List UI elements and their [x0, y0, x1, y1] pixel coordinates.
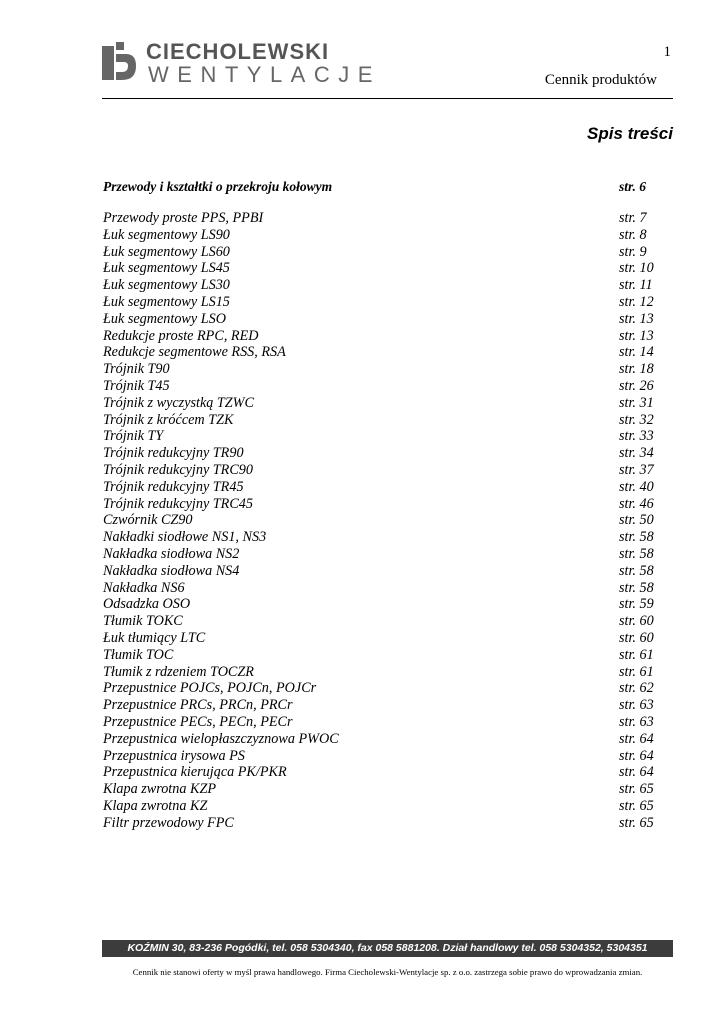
- toc-entry: [103, 748, 658, 765]
- toc-entry-page: str. 59: [619, 596, 654, 613]
- footer-disclaimer: Cennik nie stanowi oferty w myśl prawa handlowego. Firma Ciecholewski-Wentylacje sp. z o.o. zastrzega sobie prawo do wprowadzania zmian.: [132, 967, 643, 977]
- toc-entry: [103, 512, 658, 529]
- toc-entry: [103, 546, 658, 563]
- toc-entry-page: str. 18: [619, 361, 654, 378]
- toc-entry: [103, 697, 658, 714]
- toc-entry: [103, 529, 658, 546]
- toc-entry-title: Nakładka siodłowa NS2: [103, 546, 240, 562]
- toc-entry: [103, 479, 658, 496]
- toc-entry-title: Trójnik TY: [103, 428, 164, 445]
- toc-entry-title: Łuk tłumiący LTC: [103, 630, 206, 646]
- toc-entry-title: Łuk segmentowy LS60: [103, 243, 230, 260]
- toc-entry: [103, 714, 658, 731]
- toc-entry: [103, 462, 658, 479]
- toc-entry: [103, 781, 658, 798]
- toc-entry-page: str. 13: [619, 310, 654, 327]
- toc-entry-title: Trójnik redukcyjny TR45: [103, 478, 244, 495]
- toc-entry-page: str. 37: [619, 462, 654, 478]
- toc-entry: [103, 596, 658, 613]
- toc-entry-page: str. 58: [619, 529, 654, 546]
- toc-main-page: str. 6: [619, 179, 647, 194]
- toc-entry: [103, 244, 658, 261]
- toc-entry-title: Filtr przewodowy FPC: [103, 814, 234, 831]
- toc-entry-page: str. 65: [619, 814, 654, 831]
- toc-entry-title: Tłumik z rdzeniem TOCZR: [103, 663, 254, 680]
- toc-entry-title: Czwórnik CZ90: [103, 512, 193, 529]
- toc-entry-title: Przewody proste PPS, PPBI: [103, 210, 264, 226]
- toc-entry-title: Przepustnice PRCs, PRCn, PRCr: [103, 697, 293, 714]
- toc-entry-title: Trójnik z króćcem TZK: [103, 411, 234, 428]
- toc-entry: [103, 664, 658, 681]
- toc-entry-title: Nakładki siodłowe NS1, NS3: [103, 529, 267, 546]
- toc-entry: [103, 294, 658, 311]
- toc-entry: [103, 798, 658, 815]
- toc-entry-page: str. 60: [619, 630, 654, 646]
- company-logo-mark-icon: [102, 42, 138, 82]
- toc-entry: [103, 412, 658, 429]
- toc-entry-title: Trójnik redukcyjny TRC90: [103, 462, 253, 478]
- toc-heading: Spis treści: [587, 124, 673, 143]
- toc-entry-page: str. 61: [619, 663, 654, 680]
- toc-entry-page: str. 61: [619, 646, 654, 663]
- toc-entry-title: Trójnik redukcyjny TR90: [103, 445, 244, 462]
- toc-entry-page: str. 58: [619, 562, 654, 579]
- toc-entry-page: str. 11: [619, 277, 653, 294]
- toc-entry: [103, 563, 658, 580]
- toc-entry-title: Przepustnica irysowa PS: [103, 747, 245, 764]
- company-logo: [102, 39, 381, 87]
- toc-entry-title: Tłumik TOC: [103, 646, 174, 663]
- toc-entry-title: Trójnik T90: [103, 361, 170, 378]
- toc-entry-page: str. 50: [619, 512, 654, 529]
- toc-entry-page: str. 58: [619, 579, 654, 596]
- toc-entry: [103, 731, 658, 748]
- toc-entry-page: str. 63: [619, 714, 654, 730]
- toc-entry-page: str. 31: [619, 394, 654, 411]
- toc-entry-title: Redukcje proste RPC, RED: [103, 327, 259, 344]
- toc-entry-title: Trójnik T45: [103, 378, 170, 394]
- toc-entry-title: Przepustnica kierująca PK/PKR: [103, 764, 287, 781]
- toc-entry-page: str. 65: [619, 798, 654, 814]
- toc-entry: [103, 311, 658, 328]
- toc-entry-page: str. 13: [619, 327, 654, 344]
- toc-entry: [103, 344, 658, 361]
- toc-entry: [103, 613, 658, 630]
- toc-entry-title: Łuk segmentowy LS30: [103, 277, 230, 294]
- toc-entry-page: str. 33: [619, 428, 654, 445]
- toc-entry: [103, 496, 658, 513]
- toc-main-title: Przewody i kształtki o przekroju kołowym: [103, 179, 333, 194]
- toc-entry: [103, 361, 658, 378]
- toc-entry-title: Redukcje segmentowe RSS, RSA: [103, 344, 286, 361]
- toc-entry-title: Nakładka siodłowa NS4: [103, 562, 240, 579]
- toc-entry-page: str. 8: [619, 226, 647, 243]
- toc-entry-title: Przepustnice POJCs, POJCn, POJCr: [103, 680, 317, 697]
- toc-entry-page: str. 7: [619, 210, 647, 226]
- toc-entry-page: str. 12: [619, 294, 654, 310]
- toc-entry-page: str. 58: [619, 546, 654, 562]
- toc-entry: [103, 428, 658, 445]
- toc-entry: [103, 227, 658, 244]
- toc-entry: [103, 328, 658, 345]
- toc-entry: [103, 445, 658, 462]
- toc-entry-page: str. 64: [619, 747, 654, 764]
- toc-entry-title: Trójnik redukcyjny TRC45: [103, 495, 253, 512]
- toc-entry: [103, 395, 658, 412]
- footer-contact-bar: KOŹMIN 30, 83-236 Pogódki, tel. 058 5304340, fax 058 5881208. Dział handlowy tel. 058 5304352, 5304351: [102, 940, 673, 957]
- toc-entry-page: str. 46: [619, 495, 654, 512]
- toc-entry: [103, 815, 658, 832]
- toc-entry-page: str. 63: [619, 697, 654, 714]
- toc-entry-page: str. 62: [619, 680, 654, 697]
- toc-entry-title: Trójnik z wyczystką TZWC: [103, 394, 254, 411]
- toc-entry-title: Przepustnice PECs, PECn, PECr: [103, 714, 293, 730]
- toc-entry-title: Łuk segmentowy LSO: [103, 310, 226, 327]
- toc-entry: [103, 764, 658, 781]
- toc-entry-title: Łuk segmentowy LS15: [103, 294, 230, 310]
- toc-entry-title: Nakładka NS6: [103, 579, 185, 596]
- header-divider: [102, 98, 673, 99]
- logo-name: CIECHOLEWSKI: [146, 39, 330, 64]
- toc-entry: [103, 680, 658, 697]
- toc-entry: [103, 260, 658, 277]
- toc-entry-page: str. 60: [619, 613, 654, 630]
- toc-entry: [103, 210, 658, 227]
- toc-entry-page: str. 40: [619, 478, 654, 495]
- toc-entry-page: str. 9: [619, 243, 647, 260]
- toc-entry-page: str. 32: [619, 411, 654, 428]
- document-title: Cennik produktów: [544, 72, 657, 88]
- toc-entry: [103, 647, 658, 664]
- toc-entry-page: str. 14: [619, 344, 654, 361]
- toc-main-entry: [103, 178, 658, 195]
- toc-entry: [103, 378, 658, 395]
- toc-entry-page: str. 10: [619, 260, 654, 277]
- toc-entry-title: Łuk segmentowy LS45: [103, 260, 230, 277]
- page-number: 1: [663, 44, 671, 60]
- toc-entry-title: Odsadzka OSO: [103, 596, 191, 613]
- toc-entry-page: str. 64: [619, 764, 654, 781]
- toc-entry: [103, 580, 658, 597]
- logo-subtitle: WENTYLACJE: [148, 62, 381, 87]
- toc-entry-title: Klapa zwrotna KZP: [103, 781, 217, 798]
- toc-entry-page: str. 64: [619, 730, 654, 747]
- toc-entry-page: str. 26: [619, 378, 654, 394]
- toc-entry: [103, 277, 658, 294]
- toc-entry-page: str. 65: [619, 781, 654, 798]
- toc-entry-title: Przepustnica wielopłaszczyznowa PWOC: [103, 730, 339, 747]
- toc-entry-title: Tłumik TOKC: [103, 613, 183, 630]
- toc-entry: [103, 630, 658, 647]
- toc-entry-title: Klapa zwrotna KZ: [103, 798, 208, 814]
- toc-entry-page: str. 34: [619, 445, 654, 462]
- toc-entry-title: Łuk segmentowy LS90: [103, 226, 230, 243]
